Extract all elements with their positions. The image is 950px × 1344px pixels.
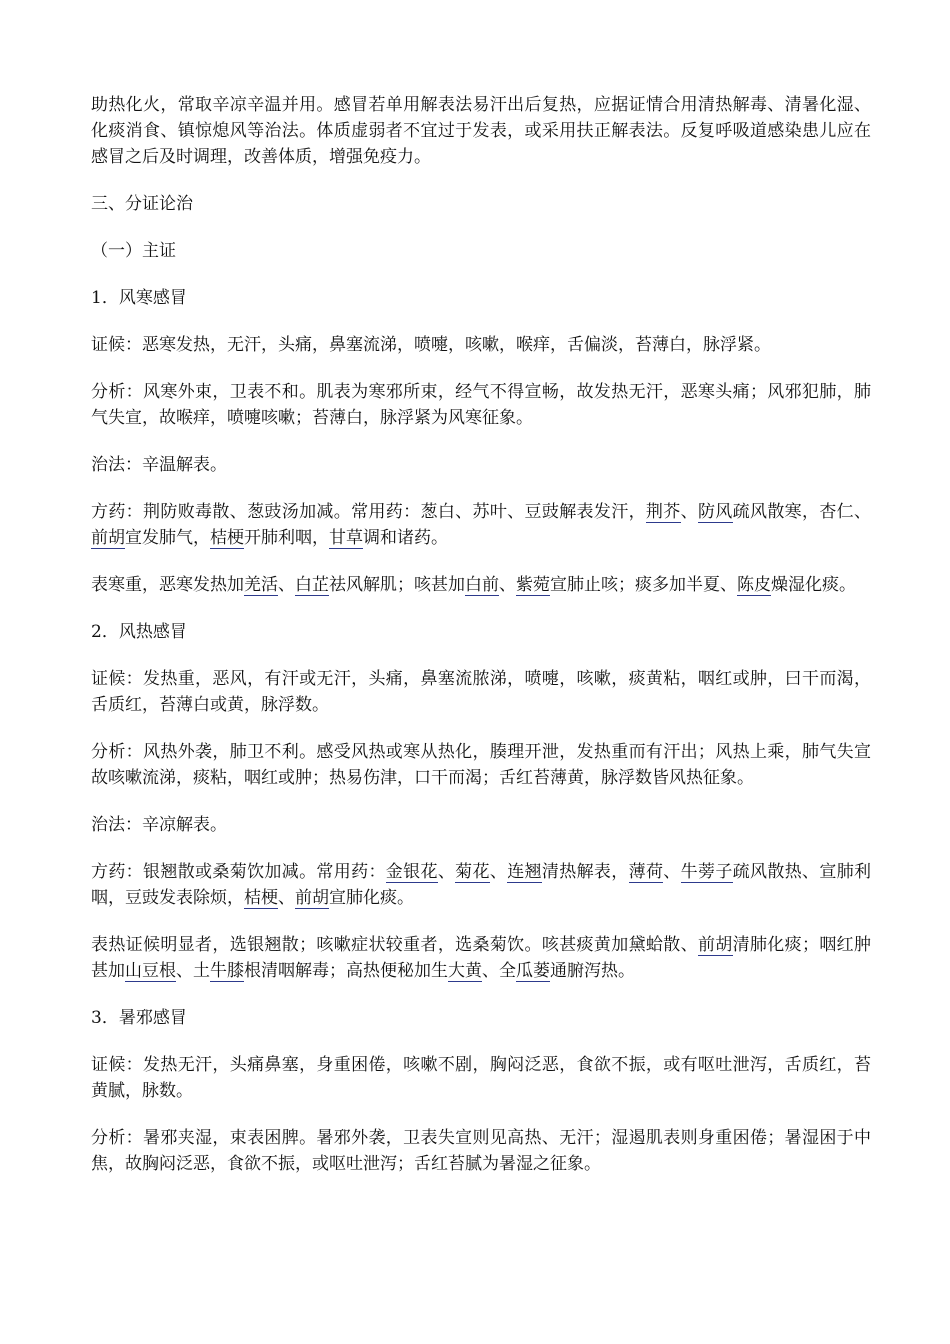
herb-link[interactable]: 防风	[697, 502, 733, 522]
paragraph-text: 1．风寒感冒	[91, 288, 187, 308]
paragraph-analysis-summer-heat	[91, 1125, 871, 1177]
paragraph-section-heading	[91, 191, 871, 217]
paragraph-heading-summer-heat	[91, 1005, 871, 1031]
document-body	[91, 92, 871, 1198]
paragraph-text: 宣发肺气，	[125, 528, 210, 548]
paragraph-text: 表热证候明显者，选银翘散；咳嗽症状较重者，选桑菊饮。咳甚痰黄加黛蛤散、	[91, 935, 698, 955]
paragraph-formula-wind-cold	[91, 499, 871, 551]
herb-link[interactable]: 金银花	[385, 862, 438, 882]
paragraph-text: 3．暑邪感冒	[91, 1008, 187, 1028]
paragraph-text: 分析：风热外袭，肺卫不利。感受风热或寒从热化，腠理开泄，发热重而有汗出；风热上乘，肺气失宣故咳嗽流涕，痰粘，咽红或肿；热易伤津，口干而渴；舌红苔薄黄，脉浮数皆风热征象。	[91, 742, 871, 788]
herb-link[interactable]: 瓜蒌	[516, 961, 550, 981]
paragraph-text: 燥湿化痰。	[771, 575, 856, 595]
paragraph-text: 、土	[176, 961, 210, 981]
paragraph-symptoms-wind-heat	[91, 666, 871, 718]
herb-link[interactable]: 前胡	[91, 528, 125, 548]
herb-link[interactable]: 薄荷	[628, 862, 664, 882]
paragraph-text: 三、分证论治	[91, 194, 193, 214]
paragraph-text: 祛风解肌；咳甚加	[329, 575, 465, 595]
paragraph-text: 根清咽解毒；高热便秘加生	[244, 961, 448, 981]
paragraph-text: 分析：暑邪夹湿，束表困脾。暑邪外袭，卫表失宣则见高热、无汗；湿遏肌表则身重困倦；暑湿困于中焦，故胸闷泛恶，食欲不振，或呕吐泄泻；舌红苔腻为暑湿之征象。	[91, 1128, 871, 1174]
paragraph-text: 开肺利咽，	[244, 528, 329, 548]
paragraph-text: 、	[663, 862, 681, 882]
herb-link[interactable]: 白芷	[295, 575, 329, 595]
paragraph-text: 证候：发热无汗，头痛鼻塞，身重困倦，咳嗽不剧，胸闷泛恶，食欲不振，或有呕吐泄泻，舌质红，苔黄腻，脉数。	[91, 1055, 871, 1101]
paragraph-text: 分析：风寒外束，卫表不和。肌表为寒邪所束，经气不得宣畅，故发热无汗，恶寒头痛；风邪犯肺，肺气失宣，故喉痒，喷嚏咳嗽；苔薄白，脉浮紧为风寒征象。	[91, 382, 871, 428]
paragraph-text: 通腑泻热。	[550, 961, 635, 981]
paragraph-text: 表寒重，恶寒发热加	[91, 575, 244, 595]
paragraph-analysis-wind-cold	[91, 379, 871, 431]
paragraph-formula-wind-heat	[91, 859, 871, 911]
paragraph-text: 宣肺化痰。	[329, 888, 414, 908]
paragraph-text: 清肺化痰；咽红肿甚加	[91, 935, 872, 981]
paragraph-text: 方药：荆防败毒散、葱豉汤加减。常用药：葱白、苏叶、豆豉解表发汗，	[91, 502, 646, 522]
herb-link[interactable]: 陈皮	[737, 575, 771, 595]
paragraph-text: 证候：发热重，恶风，有汗或无汗，头痛，鼻塞流脓涕，喷嚏，咳嗽，痰黄粘，咽红或肿，曰干而渴，舌质红，苔薄白或黄，脉浮数。	[91, 669, 871, 715]
paragraph-text: 方药：银翘散或桑菊饮加减。常用药：	[91, 862, 386, 882]
paragraph-text: 、	[680, 502, 698, 522]
paragraph-text: 清热解表，	[541, 862, 629, 882]
herb-link[interactable]: 紫菀	[516, 575, 550, 595]
paragraph-text: 、全	[482, 961, 516, 981]
herb-link[interactable]: 前胡	[295, 888, 329, 908]
herb-link[interactable]: 菊花	[455, 862, 490, 882]
herb-link[interactable]: 牛蒡子	[680, 862, 733, 882]
paragraph-text: 证候：恶寒发热，无汗，头痛，鼻塞流涕，喷嚏，咳嗽，喉痒，舌偏淡，苔薄白，脉浮紧。	[91, 335, 771, 355]
paragraph-intro-continued	[91, 92, 871, 170]
paragraph-text: 、	[437, 862, 456, 882]
herb-link[interactable]: 山豆根	[125, 961, 176, 981]
paragraph-subsection-heading	[91, 238, 871, 264]
paragraph-symptoms-summer-heat	[91, 1052, 871, 1104]
herb-link[interactable]: 大黄	[448, 961, 482, 981]
herb-link[interactable]: 桔梗	[210, 528, 244, 548]
paragraph-text: 宣肺止咳；痰多加半夏、	[550, 575, 737, 595]
paragraph-text: 助热化火，常取辛凉辛温并用。感冒若单用解表法易汗出后复热，应据证情合用清热解毒、清暑化湿、化痰消食、镇惊熄风等治法。体质虚弱者不宜过于发表，或采用扶正解表法。反复呼吸道感染患儿应在感冒之后及时调理，改善体质，增强免疫力。	[91, 95, 871, 167]
herb-link[interactable]: 羌活	[244, 575, 278, 595]
paragraph-text: （一）主证	[91, 241, 176, 261]
herb-link[interactable]: 荆芥	[645, 502, 681, 522]
paragraph-text: 2．风热感冒	[91, 622, 187, 642]
paragraph-text: 疏风散寒，杏仁、	[732, 502, 872, 522]
paragraph-text: 、	[278, 575, 295, 595]
herb-link[interactable]: 前胡	[697, 935, 733, 955]
paragraph-text: 、	[499, 575, 516, 595]
paragraph-text: 治法：辛凉解表。	[91, 815, 227, 835]
paragraph-heading-wind-cold	[91, 285, 871, 311]
paragraph-text: 、	[489, 862, 508, 882]
paragraph-modification-wind-heat	[91, 932, 871, 984]
paragraph-modification-wind-cold	[91, 572, 871, 598]
herb-link[interactable]: 牛膝	[210, 961, 244, 981]
paragraph-text: 、	[278, 888, 295, 908]
paragraph-text: 治法：辛温解表。	[91, 455, 227, 475]
paragraph-text: 疏风散热、宣肺利咽，豆豉发表除烦，	[91, 862, 872, 908]
herb-link[interactable]: 连翘	[507, 862, 542, 882]
herb-link[interactable]: 白前	[465, 575, 499, 595]
paragraph-method-wind-heat	[91, 812, 871, 838]
herb-link[interactable]: 桔梗	[244, 888, 278, 908]
paragraph-method-wind-cold	[91, 452, 871, 478]
paragraph-symptoms-wind-cold	[91, 332, 871, 358]
paragraph-text: 调和诸药。	[363, 528, 448, 548]
herb-link[interactable]: 甘草	[329, 528, 363, 548]
paragraph-heading-wind-heat	[91, 619, 871, 645]
paragraph-analysis-wind-heat	[91, 739, 871, 791]
